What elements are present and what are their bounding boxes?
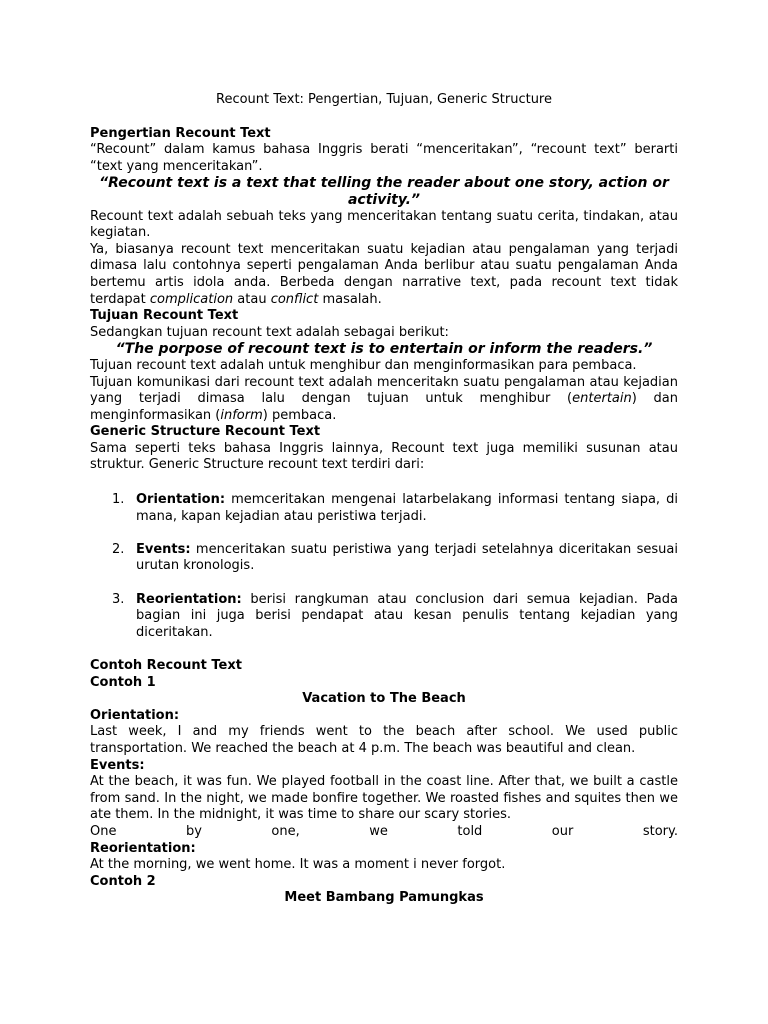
events-last-line: One by one, we told our story. [90,823,678,839]
pengertian-p3-part-c: masalah. [318,291,382,307]
contoh-2-title: Meet Bambang Pamungkas [284,890,484,906]
tujuan-p3-part-b: ) dan menginformasikan ( [90,391,678,423]
events-text: At the beach, it was fun. We played football in the coast line. After that, we built a castle from sand. In the night, we made bonfire together. We roasted fishes and squites then we ate them. In the midnight, it was time to share our scary stories. [90,774,678,823]
list-item [90,492,678,525]
tujuan-p3-em-inform: inform [220,407,263,423]
tujuan-p3-part-c: ) pembaca. [262,407,337,423]
generic-paragraph-1: Sama seperti teks bahasa Inggris lainnya, Recount text juga memiliki susunan atau struktur. Generic Structure recount text terdiri dari: [90,440,678,473]
reorientation-text: At the morning, we went home. It was a moment i never forgot. [90,857,506,873]
list-item-number: 3. [112,591,125,607]
contoh-1-title: Vacation to The Beach [302,691,466,707]
contoh-1-label: Contoh 1 [90,674,156,690]
list-item-term: Reorientation: [136,591,242,607]
document-title: Recount Text: Pengertian, Tujuan, Generic Structure [216,92,552,107]
heading-pengertian: Pengertian Recount Text [90,125,271,141]
heading-tujuan: Tujuan Recount Text [90,308,239,324]
pengertian-paragraph-1: “Recount” dalam kamus bahasa Inggris berati “menceritakan”, “recount text” berarti “text yang menceritakan”. [90,142,678,174]
list-item-text: menceritakan suatu peristiwa yang terjadi setelahnya diceritakan sesuai urutan kronologis. [136,541,678,574]
list-item [90,542,678,575]
tujuan-p3-em-entertain: entertain [572,391,632,407]
tujuan-paragraph-1: Sedangkan tujuan recount text adalah sebagai berikut: [90,324,449,340]
reorientation-label: Reorientation: [90,840,196,856]
list-item-text: berisi rangkuman atau conclusion dari semua kejadian. Pada bagian ini juga berisi pendapat atau kesan penulis tentang kejadian yang diceritakan. [136,591,678,640]
generic-structure-list [90,492,678,641]
tujuan-paragraph-3 [90,375,678,425]
orientation-label: Orientation: [90,707,180,723]
pengertian-p3-part-b: atau [233,291,271,307]
pengertian-paragraph-3 [90,242,678,308]
list-item-text: memceritakan mengenai latarbelakang informasi tentang siapa, di mana, kapan kejadian atau peristiwa terjadi. [136,492,678,524]
pengertian-p3-em-conflict: conflict [270,291,319,307]
heading-generic-structure: Generic Structure Recount Text [90,424,321,440]
pengertian-p3-em-complication: complication [149,291,234,307]
pengertian-paragraph-2: Recount text adalah sebuah teks yang menceritakan tentang suatu cerita, tindakan, atau kegiatan. [90,208,678,241]
tujuan-p3-part-a: Tujuan komunikasi dari recount text adalah menceritakn suatu pengalaman atau kejadian yang terjadi dimasa lalu dengan tujuan untuk menghibur ( [90,374,678,407]
document-body [90,92,678,907]
events-label: Events: [90,757,145,773]
tujuan-quote: “The porpose of recount text is to entertain or inform the readers.” [115,341,653,358]
heading-contoh: Contoh Recount Text [90,658,242,673]
tujuan-paragraph-2: Tujuan recount text adalah untuk menghibur dan menginformasikan para pembaca. [90,357,637,373]
list-item-number: 1. [112,492,125,508]
list-item-term: Orientation: [136,492,226,508]
spacer [90,109,678,126]
contoh-2-label: Contoh 2 [90,873,156,889]
pengertian-p3-part-a: Ya, biasanya recount text menceritakan suatu kejadian atau pengalaman yang terjadi dimasa lalu contohnya seperti pengalaman Anda berlibur atau suatu pengalaman Anda bertemu artis idola anda. Berbeda dengan narrative text, pada recount text tidak terdapat [90,241,678,307]
list-item-term: Events: [136,541,191,557]
list-item-number: 2. [112,541,125,557]
list-item [90,592,678,642]
pengertian-quote: “Recount text is a text that telling the reader about one story, action or activity.” [99,175,669,208]
orientation-text: Last week, I and my friends went to the beach after school. We used public transportation. We reached the beach at 4 p.m. The beach was beautiful and clean. [90,724,678,756]
